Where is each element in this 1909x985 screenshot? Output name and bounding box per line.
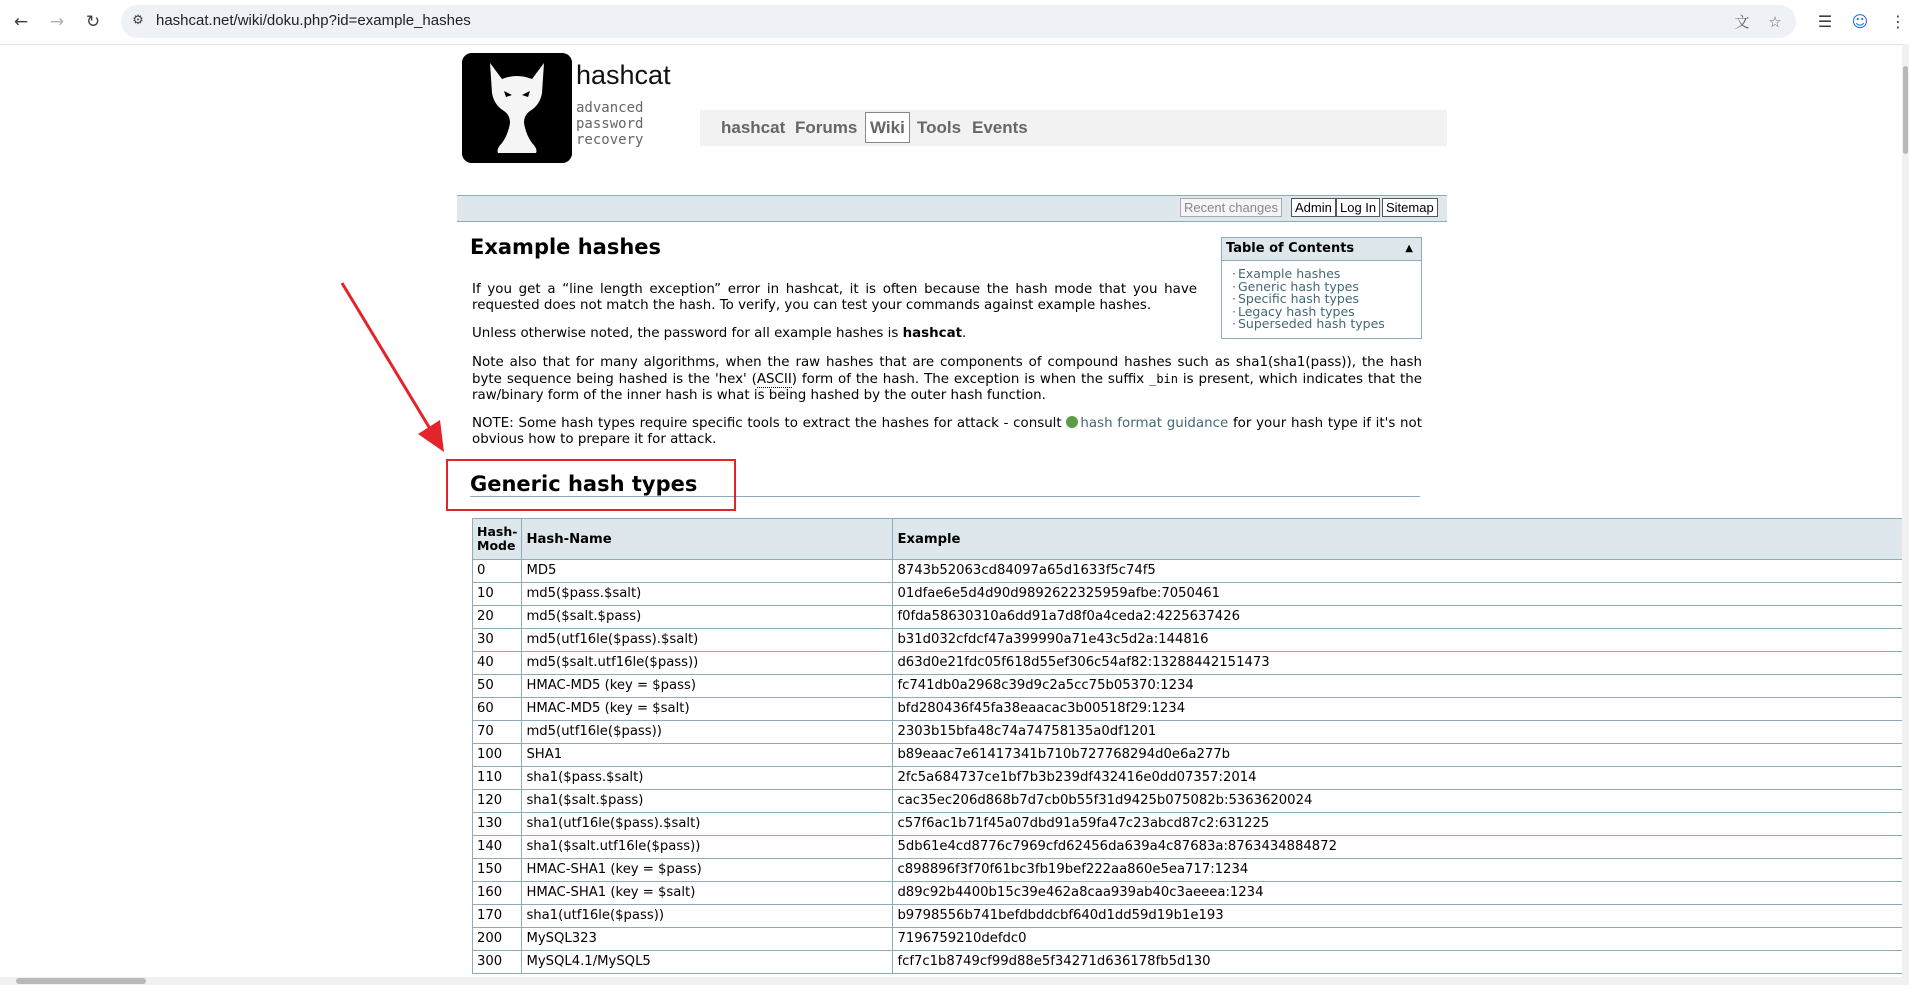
cat-logo-icon	[462, 53, 572, 163]
highlight-box	[446, 459, 736, 511]
hash-name-cell: HMAC-SHA1 (key = $pass)	[522, 859, 893, 882]
toc-item[interactable]: · Superseded hash types	[1232, 318, 1421, 331]
sitemap-button[interactable]: Sitemap	[1382, 198, 1438, 217]
compound-hash-note	[472, 355, 1422, 404]
example-hash-cell: 2303b15bfa48c74a74758135a0df1201	[893, 721, 1909, 744]
hash-mode-cell: 170	[473, 905, 522, 928]
hash-mode-cell: 200	[473, 928, 522, 951]
site-title[interactable]: hashcat	[576, 60, 671, 90]
example-hash-cell: f0fda58630310a6dd91a7d8f0a4ceda2:4225637426	[893, 606, 1909, 629]
table-row	[473, 652, 1909, 675]
example-hash-cell: c57f6ac1b71f45a07dbd91a59fa47c23abcd87c2:631225	[893, 813, 1909, 836]
column-header-mode	[473, 519, 522, 560]
toc-list	[1222, 261, 1421, 331]
recent-changes-button[interactable]: Recent changes	[1180, 198, 1282, 217]
table-row	[473, 629, 1909, 652]
table-header-row	[473, 519, 1909, 560]
hashcat-logo[interactable]	[462, 53, 572, 163]
example-hash-cell: cac35ec206d868b7d7cb0b55f31d9425b075082b:5363620024	[893, 790, 1909, 813]
hash-mode-cell: 130	[473, 813, 522, 836]
hash-mode-cell: 120	[473, 790, 522, 813]
hash-name-cell: MD5	[522, 560, 893, 583]
site-info-icon[interactable]: ⚙	[132, 13, 144, 28]
hash-name-cell: sha1($pass.$salt)	[522, 767, 893, 790]
nav-forums[interactable]: Forums	[795, 118, 858, 137]
hash-mode-cell: 150	[473, 859, 522, 882]
table-row	[473, 882, 1909, 905]
site-nav	[700, 110, 1447, 146]
tagline-line: password	[576, 116, 644, 132]
nav-wiki[interactable]: Wiki	[865, 112, 910, 143]
table-of-contents	[1221, 237, 1422, 339]
hash-name-cell: md5(utf16le($pass).$salt)	[522, 629, 893, 652]
horizontal-scroll-thumb[interactable]	[16, 978, 146, 984]
hash-mode-cell: 60	[473, 698, 522, 721]
column-header-name: Hash-Name	[522, 519, 893, 560]
back-icon[interactable]: ←	[13, 12, 29, 32]
menu-kebab-icon[interactable]: ⋮	[1890, 12, 1906, 31]
example-hash-cell: fc741db0a2968c39d9c2a5cc75b05370:1234	[893, 675, 1909, 698]
toc-heading[interactable]	[1222, 238, 1421, 261]
password-note	[472, 326, 1422, 342]
reading-list-icon[interactable]: ☰	[1817, 12, 1833, 31]
hash-name-cell: md5($salt.utf16le($pass))	[522, 652, 893, 675]
toc-item[interactable]: · Specific hash types	[1232, 293, 1421, 306]
table-row	[473, 583, 1909, 606]
example-hash-cell: b31d032cfdcf47a399990a71e43c5d2a:144816	[893, 629, 1909, 652]
hash-name-cell: sha1($salt.$pass)	[522, 790, 893, 813]
text: is present, which indicates that the raw/binary form of the inner hash is what is being hashed by the outer hash function.	[472, 372, 1422, 403]
tools-note	[472, 416, 1422, 448]
hash-mode-cell: 110	[473, 767, 522, 790]
site-tagline	[576, 100, 643, 148]
hash-mode-cell: 10	[473, 583, 522, 606]
example-hash-cell: 5db61e4cd8776c7969cfd62456da639a4c87683a:8763434884872	[893, 836, 1909, 859]
hash-name-cell: sha1(utf16le($pass).$salt)	[522, 813, 893, 836]
example-hash-cell: 7196759210defdc0	[893, 928, 1909, 951]
header-text: Hash-	[477, 524, 518, 539]
text: ) form of the hash. The exception is when the suffix	[791, 372, 1150, 387]
example-hash-cell: 2fc5a684737ce1bf7b3b239df432416e0dd07357:2014	[893, 767, 1909, 790]
example-hash-cell: fcf7c1b8749cf99d88e5f34271d636178fb5d130	[893, 951, 1909, 974]
example-hash-cell: bfd280436f45fa38eaacac3b00518f29:1234	[893, 698, 1909, 721]
text: NOTE: Some hash types require specific tools to extract the hashes for attack - consult	[472, 416, 1067, 431]
table-row	[473, 744, 1909, 767]
tagline-line: advanced	[576, 100, 644, 116]
column-header-example: Example	[893, 519, 1909, 560]
table-row	[473, 813, 1909, 836]
hash-name-cell: HMAC-SHA1 (key = $salt)	[522, 882, 893, 905]
hash-name-cell: md5($salt.$pass)	[522, 606, 893, 629]
hash-name-cell: MySQL4.1/MySQL5	[522, 951, 893, 974]
toc-item[interactable]: · Generic hash types	[1232, 281, 1421, 294]
hash-mode-cell: 50	[473, 675, 522, 698]
vertical-scrollbar[interactable]	[1902, 44, 1909, 985]
example-hash-cell: 8743b52063cd84097a65d1633f5c74f5	[893, 560, 1909, 583]
text: Unless otherwise noted, the password for all example hashes is	[472, 326, 903, 341]
example-hash-cell: b9798556b741befdbddcbf640d1dd59d19b1e193	[893, 905, 1909, 928]
table-row	[473, 928, 1909, 951]
table-row	[473, 606, 1909, 629]
text: .	[962, 326, 967, 341]
hash-mode-cell: 140	[473, 836, 522, 859]
hash-mode-cell: 30	[473, 629, 522, 652]
nav-events[interactable]: Events	[972, 118, 1028, 137]
hash-name-cell: sha1(utf16le($pass))	[522, 905, 893, 928]
hash-mode-cell: 100	[473, 744, 522, 767]
text: for your hash type if it's not obvious how to prepare it for attack.	[472, 416, 1422, 447]
login-button[interactable]: Log In	[1336, 198, 1380, 217]
interwiki-globe-icon	[1066, 416, 1078, 428]
url-text[interactable]: hashcat.net/wiki/doku.php?id=example_hashes	[156, 12, 471, 29]
table-row	[473, 951, 1909, 974]
hash-name-cell: sha1($salt.utf16le($pass))	[522, 836, 893, 859]
table-row	[473, 790, 1909, 813]
annotation-arrow-icon	[0, 0, 460, 470]
hash-format-guidance-link[interactable]: hash format guidance	[1080, 416, 1229, 431]
hash-name-cell: SHA1	[522, 744, 893, 767]
section-heading: Generic hash types	[470, 472, 698, 496]
hash-table	[472, 518, 1909, 974]
header-text: Mode	[477, 538, 516, 553]
forward-icon[interactable]: →	[49, 12, 65, 32]
table-row	[473, 721, 1909, 744]
translate-icon[interactable]: 文	[1734, 13, 1750, 31]
hash-mode-cell: 0	[473, 560, 522, 583]
page-title: Example hashes	[470, 235, 662, 259]
example-hash-cell: b89eaac7e61417341b710b727768294d0e6a277b	[893, 744, 1909, 767]
text: Note also that for many algorithms, when the raw hashes that are components of compound hashes such as sha1(sha1(pass)), the hash byte sequence being hashed is the 'hex' (	[472, 355, 1422, 387]
hash-mode-cell: 20	[473, 606, 522, 629]
bin-suffix-code: _bin	[1149, 372, 1179, 386]
table-row	[473, 698, 1909, 721]
horizontal-scrollbar[interactable]	[0, 977, 1902, 985]
hash-name-cell: md5(utf16le($pass))	[522, 721, 893, 744]
table-row	[473, 859, 1909, 882]
hash-mode-cell: 300	[473, 951, 522, 974]
toc-heading-label: Table of Contents	[1226, 241, 1355, 256]
example-hash-cell: d89c92b4400b15c39e462a8caa939ab40c3aeeea:1234	[893, 882, 1909, 905]
hash-name-cell: md5($pass.$salt)	[522, 583, 893, 606]
profile-icon[interactable]: ☺	[1851, 12, 1869, 31]
tagline-line: recovery	[576, 132, 644, 148]
toc-collapse-icon[interactable]: ▲	[1405, 243, 1413, 254]
password-value: hashcat	[902, 326, 963, 341]
table-row	[473, 836, 1909, 859]
bookmark-star-icon[interactable]: ☆	[1768, 13, 1782, 31]
example-hash-cell: 01dfae6e5d4d90d9892622325959afbe:7050461	[893, 583, 1909, 606]
table-row	[473, 560, 1909, 583]
hash-mode-cell: 70	[473, 721, 522, 744]
hash-mode-cell: 160	[473, 882, 522, 905]
table-body	[473, 560, 1909, 974]
table-row	[473, 675, 1909, 698]
hash-name-cell: HMAC-MD5 (key = $salt)	[522, 698, 893, 721]
example-hash-cell: d63d0e21fdc05f618d55ef306c54af82:13288442151473	[893, 652, 1909, 675]
admin-button[interactable]: Admin	[1291, 198, 1336, 217]
example-hash-cell: c898896f3f70f61bc3fb19bef222aa860e5ea717:1234	[893, 859, 1909, 882]
hash-name-cell: MySQL323	[522, 928, 893, 951]
hash-mode-cell: 40	[473, 652, 522, 675]
ascii-abbr[interactable]: ASCII	[756, 372, 792, 387]
nav-hashcat[interactable]: hashcat	[721, 118, 786, 137]
reload-icon[interactable]: ↻	[85, 12, 101, 32]
vertical-scroll-thumb[interactable]	[1903, 66, 1908, 154]
table-row	[473, 905, 1909, 928]
intro-paragraph: If you get a “line length exception” error in hashcat, it is often because the hash mode that you have requested does not match the hash. To verify, you can test your commands against example hashes.	[472, 282, 1197, 313]
wiki-action-bar	[457, 195, 1447, 222]
toc-item[interactable]: · Example hashes	[1232, 268, 1421, 281]
table-row	[473, 767, 1909, 790]
nav-tools[interactable]: Tools	[917, 118, 962, 137]
hash-name-cell: HMAC-MD5 (key = $pass)	[522, 675, 893, 698]
toc-item[interactable]: · Legacy hash types	[1232, 306, 1421, 319]
